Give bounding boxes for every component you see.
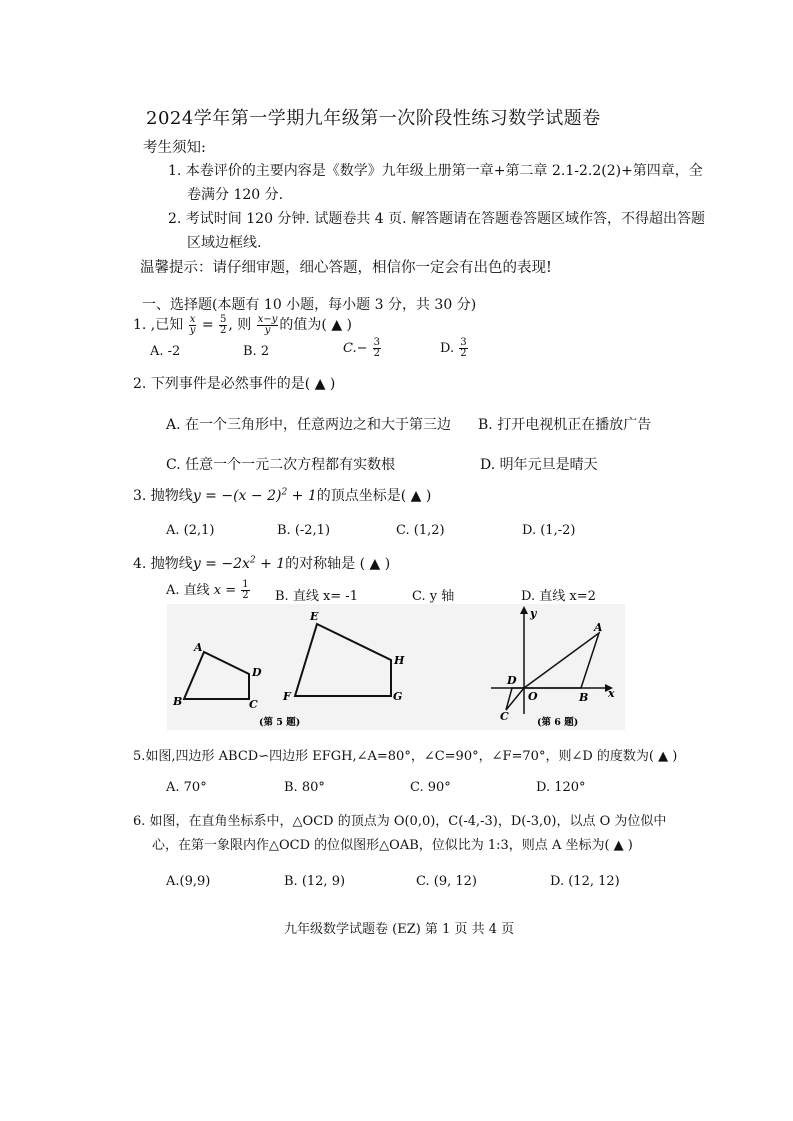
section-1-heading: 一、选择题(本题有 10 小题，每小题 3 分，共 30 分): [142, 297, 477, 313]
notice-heading: 考生须知:: [143, 140, 206, 156]
q4-expression: $y = -2x^2 + 1$: [192, 555, 286, 572]
q6-option-b: B. (12, 9): [284, 874, 346, 889]
q3-option-c: C. (1,2): [396, 523, 445, 538]
q4-option-b: B. 直线 x= -1: [275, 589, 358, 604]
notice-item-1-line-1: 1. 本卷评价的主要内容是《数学》九年级上册第一章+第二章 2.1-2.2(2)+第四章，全: [168, 163, 703, 179]
page-footer: 九年级数学试题卷 (EZ) 第 1 页 共 4 页: [284, 922, 515, 937]
triangle-oab: [524, 633, 599, 688]
quadrilateral-efgh: [295, 624, 391, 696]
q5-option-b: B. 80°: [284, 780, 325, 795]
q1-option-d: D. $\frac{3}{2}$: [440, 337, 467, 359]
q4-option-a-fraction: $\frac{1}{2}$: [242, 579, 249, 601]
label-x: x: [608, 687, 615, 700]
quadrilateral-abcd: [184, 652, 249, 699]
q1-option-c: C.− $\frac{3}{2}$: [343, 337, 381, 359]
q5-option-d: D. 120°: [536, 780, 586, 795]
label-o: O: [528, 690, 538, 703]
label-d6: D: [507, 674, 517, 687]
label-y: y: [530, 607, 537, 620]
q1-equals: =: [201, 317, 214, 333]
question-3-stem: 3. 抛物线$y = -(x - 2)^2 + 1$的顶点坐标是( ▲ ): [133, 487, 432, 504]
q1-suffix: 的值为( ▲ ): [279, 317, 352, 333]
y-axis-arrow: [520, 606, 528, 614]
q6-option-d: D. (12, 12): [550, 874, 620, 889]
q1-fraction-5-over-2: $\frac{5}{2}$: [220, 313, 227, 336]
q2-option-b: B. 打开电视机正在播放广告: [478, 417, 652, 433]
q3-option-d: D. (1,-2): [522, 523, 576, 538]
question-1-stem: [133, 314, 352, 336]
q6-option-c: C. (9, 12): [416, 874, 477, 889]
question-6-line-2: 心，在第一象限内作△OCD 的位似图形△OAB，位似比为 1:3，则点 A 坐标为( ▲ ): [152, 838, 633, 853]
label-c6: C: [500, 710, 509, 723]
label-c: C: [249, 698, 258, 711]
q4-option-d: D. 直线 x=2: [521, 589, 596, 604]
q3-option-b: B. (-2,1): [277, 523, 331, 538]
q4-option-c: C. y 轴: [412, 589, 455, 604]
label-a: A: [194, 641, 203, 654]
q3-expression: $y = -(x - 2)^2 + 1$: [192, 487, 317, 504]
q3-option-a: A. (2,1): [166, 523, 215, 538]
label-b: B: [173, 695, 183, 708]
notice-item-2-line-2: 区域边框线.: [187, 235, 262, 251]
q1-mid: , 则: [228, 317, 252, 333]
q1-fraction-expression: $\frac{x-y}{y}$: [257, 313, 278, 336]
figure-6-caption: (第 6 题): [537, 717, 579, 728]
q1-fraction-x-over-y: $\frac{x}{y}$: [189, 313, 196, 336]
label-a6: A: [594, 621, 603, 634]
q2-option-a: A. 在一个三角形中，任意两边之和大于第三边: [166, 417, 452, 433]
notice-item-1-line-2: 卷满分 120 分.: [187, 187, 284, 203]
page-title: 2024学年第一学期九年级第一次阶段性练习数学试题卷: [146, 108, 601, 129]
q5-option-c: C. 90°: [410, 780, 451, 795]
question-5-stem: 5.如图,四边形 ABCD∽四边形 EFGH,∠A=80°，∠C=90°，∠F=70°，则∠D 的度数为( ▲ ): [133, 749, 678, 764]
figures-5-6: [167, 604, 625, 730]
label-f: F: [283, 690, 291, 703]
question-6-line-1: 6. 如图，在直角坐标系中，△OCD 的顶点为 O(0,0)，C(-4,-3)，D(-3,0)，以点 O 为位似中: [133, 814, 667, 829]
triangle-ocd: [506, 688, 524, 710]
q2-option-d: D. 明年元旦是晴天: [480, 457, 598, 473]
q5-option-a: A. 70°: [166, 780, 207, 795]
q1-option-c-fraction: $\frac{3}{2}$: [373, 337, 381, 359]
label-g: G: [393, 690, 403, 703]
question-4-stem: 4. 抛物线$y = -2x^2 + 1$的对称轴是 ( ▲ ): [133, 555, 391, 572]
figure-5-caption: (第 5 题): [259, 717, 301, 728]
label-h: H: [394, 654, 405, 667]
q6-option-a: A.(9,9): [166, 874, 211, 889]
label-e: E: [310, 610, 319, 623]
q1-prefix: 1. ,已知: [133, 317, 184, 333]
notice-item-2-line-1: 2. 考试时间 120 分钟. 试题卷共 4 页. 解答题请在答题卷答题区域作答，不得超出答题: [168, 211, 706, 227]
q1-option-b: B. 2: [243, 344, 270, 359]
reminder-text: 温馨提示：请仔细审题，细心答题，相信你一定会有出色的表现!: [140, 260, 552, 276]
label-d: D: [252, 666, 262, 679]
q4-option-a: A. 直线 x = $\frac{1}{2}$: [166, 579, 249, 601]
label-b6: B: [579, 691, 589, 704]
question-2-stem: 2. 下列事件是必然事件的是( ▲ ): [133, 376, 336, 392]
q1-option-d-fraction: $\frac{3}{2}$: [460, 337, 467, 359]
q1-option-a: A. -2: [150, 344, 181, 359]
q2-option-c: C. 任意一个一元二次方程都有实数根: [166, 457, 396, 473]
